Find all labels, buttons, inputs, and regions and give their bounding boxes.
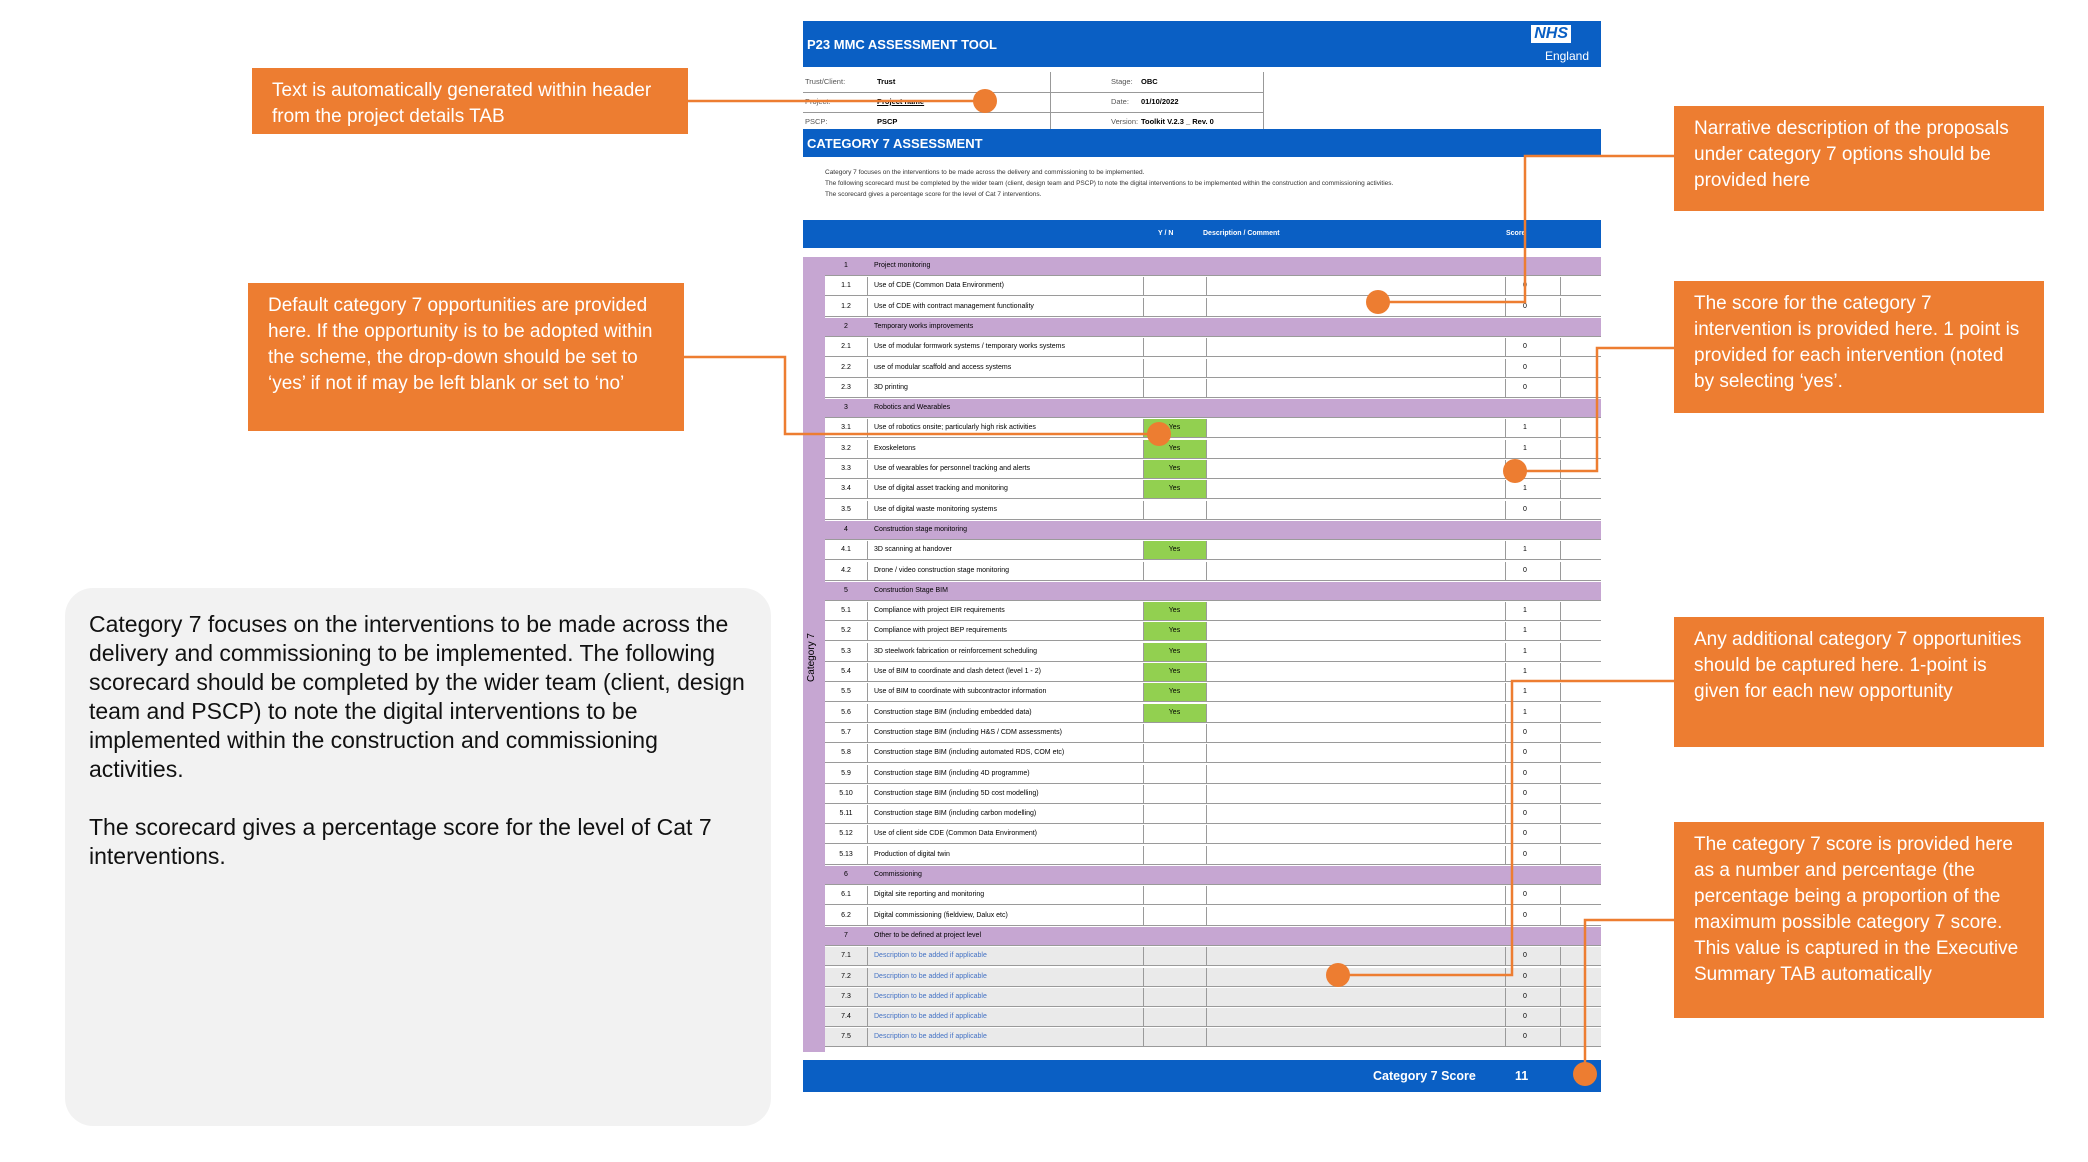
callout-narrative: Narrative description of the proposals under category 7 options should be provided here [1674,106,2044,211]
row-score: 1 [1523,444,1527,452]
row-number: 2 [844,322,848,330]
row-label: Use of digital asset tracking and monitoring [874,485,1008,493]
row-score: 1 [1523,424,1527,432]
row-label: Use of CDE (Common Data Environment) [874,282,1004,290]
row-score: 0 [1523,1033,1527,1041]
row-score: 0 [1523,505,1527,513]
intro-line: The scorecard gives a percentage score for the level of Cat 7 interventions. [825,191,1042,198]
row-number: 5.3 [841,647,851,655]
row-number: 5.11 [839,810,853,818]
row-label: Construction stage BIM (including 4D programme) [874,769,1030,777]
row-number: 5.5 [841,688,851,696]
row-number: 5.12 [839,830,853,838]
document-title: P23 MMC ASSESSMENT TOOL [807,37,997,52]
row-label: Digital site reporting and monitoring [874,891,985,899]
row-number: 6.1 [841,891,851,899]
row-number: 3 [844,404,848,412]
row-score: 0 [1523,749,1527,757]
row-score: 0 [1523,810,1527,818]
row-number: 7.4 [841,1013,851,1021]
marker-dot [1503,459,1527,483]
row-score: 0 [1523,911,1527,919]
row-number: 3.3 [841,465,851,472]
row-score: 0 [1523,343,1527,351]
row-label: 3D printing [874,383,908,391]
callout-default-opportunities: Default category 7 opportunities are provided here. If the opportunity is to be adopted within the scheme, the drop-down should be set to ‘yes’ if not if may be left blank or set to ‘no’ [248,283,684,431]
row-label: Use of modular formwork systems / temporary works systems [874,343,1065,351]
row-label: Construction stage monitoring [874,525,967,533]
row-score: 0 [1523,952,1527,960]
connector-line [1585,920,1674,1072]
row-number: 5 [844,586,848,594]
info-paragraph-1: Category 7 focuses on the interventions to be made across the delivery and commissioning to be implemented. The following scorecard should be completed by the wider team (client, design team and PSCP) to note the digital interventions to be implemented within the construction and commissioning activities. [89,611,745,782]
row-score: 0 [1523,992,1527,1000]
yn-value: Yes [1168,444,1181,452]
row-score: 1 [1523,627,1527,635]
details-value: Trust [877,77,896,86]
row-number: 7.1 [841,952,851,960]
row-score: 1 [1523,647,1527,655]
details-label: Stage: [1111,77,1133,86]
category-title: CATEGORY 7 ASSESSMENT [807,136,983,151]
row-number: 5.7 [841,728,851,736]
row-number: 4.1 [841,546,851,554]
row-number: 5.8 [841,749,851,757]
row-score: 0 [1523,830,1527,838]
marker-dot [1366,290,1390,314]
row-label: Description to be added if applicable [874,1033,987,1041]
row-label: 3D scanning at handover [874,546,952,554]
row-number: 7.2 [841,972,851,980]
row-number: 3.5 [841,505,851,513]
row-number: 3.1 [841,424,851,432]
england-label: England [1544,49,1589,63]
row-score: 0 [1523,972,1527,980]
yn-value: Yes [1168,424,1181,432]
row-number: 1 [844,262,848,269]
yn-value: Yes [1168,485,1181,493]
row-number: 3.4 [841,485,851,493]
row-label: Other to be defined at project level [874,931,982,939]
row-label: Compliance with project BEP requirements [874,627,1007,635]
row-number: 5.4 [841,668,851,675]
row-label: Drone / video construction stage monitoring [874,566,1010,574]
row-score: 0 [1523,1013,1527,1021]
callout-score-point: The score for the category 7 intervention is provided here. 1 point is provided for each intervention (noted by selecting ‘yes’. [1674,281,2044,413]
row-label: Use of CDE with contract management functionality [874,302,1034,310]
details-value: OBC [1141,77,1158,86]
marker-dot [1326,963,1350,987]
row-score: 0 [1523,363,1527,371]
row-number: 4.2 [841,566,851,574]
row-score: 0 [1523,383,1527,391]
row-score: 0 [1523,728,1527,736]
row-score: 1 [1523,688,1527,696]
connector-line [1335,681,1674,975]
row-number: 1.1 [841,282,851,290]
row-number: 5.6 [841,708,851,716]
category-score-value: 11 [1515,1069,1529,1083]
details-label: PSCP: [805,117,828,126]
row-number: 6.2 [841,911,851,919]
side-label-text: Category 7 [805,633,817,682]
row-score: 1 [1523,607,1527,615]
row-label: Use of BIM to coordinate with subcontractor information [874,688,1047,696]
row-number: 5.10 [839,789,853,797]
connector-line [1512,348,1674,471]
row-label: Construction stage BIM (including embedded data) [874,708,1032,716]
yn-value: Yes [1168,688,1181,696]
yn-value: Yes [1168,627,1181,635]
row-number: 2.2 [841,363,851,371]
row-number: 5.13 [839,850,853,858]
row-label: Project monitoring [874,262,931,269]
row-label: Construction stage BIM (including 5D cost modelling) [874,789,1039,797]
row-number: 3.2 [841,444,851,452]
row-label: Production of digital twin [874,850,950,858]
row-score: 1 [1523,546,1527,554]
row-score: 0 [1523,789,1527,797]
row-label: Construction Stage BIM [874,586,948,594]
yn-value: Yes [1168,607,1181,615]
marker-dot [1147,422,1171,446]
col-score: Score [1506,230,1526,237]
details-value: PSCP [877,117,898,126]
row-score: 1 [1523,708,1527,716]
row-label: Use of robotics onsite; particularly high risk activities [874,424,1036,432]
row-number: 7.3 [841,992,851,1000]
row-label: Description to be added if applicable [874,972,987,980]
row-label: Description to be added if applicable [874,952,987,960]
row-label: Use of digital waste monitoring systems [874,505,997,513]
row-number: 5.1 [841,607,851,615]
intro-line: The following scorecard must be completed by the wider team (client, design team and PSCP) to note the digital interventions to be implemented within the construction and commissioning activities. [825,180,1394,187]
yn-value: Yes [1168,546,1181,554]
col-description: Description / Comment [1203,230,1280,237]
row-score: 0 [1523,302,1527,310]
yn-value: Yes [1168,668,1181,675]
callout-header-text: Text is automatically generated within header from the project details TAB [252,68,688,134]
row-label: Construction stage BIM (including H&S / CDM assessments) [874,728,1062,736]
intro-line: Category 7 focuses on the interventions to be made across the delivery and commissioning to be implemented. [825,169,1145,176]
row-score: 0 [1523,566,1527,574]
callout-category-score: The category 7 score is provided here as a number and percentage (the percentage being a proportion of the maximum possible category 7 score. This value is captured in the Executive Summary TAB automatically [1674,822,2044,1018]
details-label: Version: [1111,117,1139,126]
marker-dot [1573,1062,1597,1086]
row-number: 2.1 [841,343,851,351]
row-label: Construction stage BIM (including automated RDS, COM etc) [874,749,1065,757]
row-label: Use of wearables for personnel tracking and alerts [874,465,1031,472]
details-value: Project name [877,97,925,106]
marker-dot [973,89,997,113]
row-label: Compliance with project EIR requirements [874,607,1005,615]
row-number: 5.2 [841,627,851,635]
yn-value: Yes [1168,465,1181,472]
row-label: Construction stage BIM (including carbon modelling) [874,810,1037,818]
row-label: Use of client side CDE (Common Data Environment) [874,830,1038,838]
row-label: Digital commissioning (fieldview, Dalux etc) [874,911,1008,919]
row-score: 0 [1523,769,1527,777]
col-yn: Y / N [1158,230,1174,237]
info-paragraph-2: The scorecard gives a percentage score for the level of Cat 7 interventions. [89,814,712,869]
row-score: 0 [1523,850,1527,858]
row-number: 2.3 [841,383,851,391]
nhs-logo: NHS [1531,25,1571,43]
details-label: Date: [1111,97,1129,106]
category-score-label: Category 7 Score [1373,1069,1476,1083]
row-label: Description to be added if applicable [874,992,987,1000]
details-value: 01/10/2022 [1141,97,1179,106]
row-number: 4 [844,525,848,533]
details-label: Project: [805,97,831,106]
row-score: 0 [1523,891,1527,899]
row-score: 1 [1523,485,1527,493]
row-number: 5.9 [841,769,851,777]
row-label: Temporary works improvements [874,322,974,330]
row-number: 7 [844,931,848,939]
yn-value: Yes [1168,647,1181,655]
row-label: 3D steelwork fabrication or reinforcement scheduling [874,647,1038,655]
row-label: Exoskeletons [874,444,916,452]
connector-line [684,357,1157,434]
row-number: 1.2 [841,302,851,310]
connector-line [1372,156,1674,302]
row-number: 7.5 [841,1033,851,1041]
row-label: use of modular scaffold and access systems [874,363,1012,371]
row-score: 0 [1523,282,1527,290]
row-label: Description to be added if applicable [874,1013,987,1021]
details-label: Trust/Client: [805,77,846,86]
callout-additional-opportunities: Any additional category 7 opportunities should be captured here. 1-point is given for each new opportunity [1674,617,2044,747]
row-score: 1 [1523,668,1527,675]
yn-value: Yes [1168,708,1181,716]
row-label: Robotics and Wearables [874,404,951,412]
row-label: Use of BIM to coordinate and clash detect (level 1 - 2) [874,668,1041,675]
details-value: Toolkit V.2.3 _ Rev. 0 [1141,117,1214,126]
row-number: 6 [844,871,848,878]
row-label: Commissioning [874,871,922,878]
